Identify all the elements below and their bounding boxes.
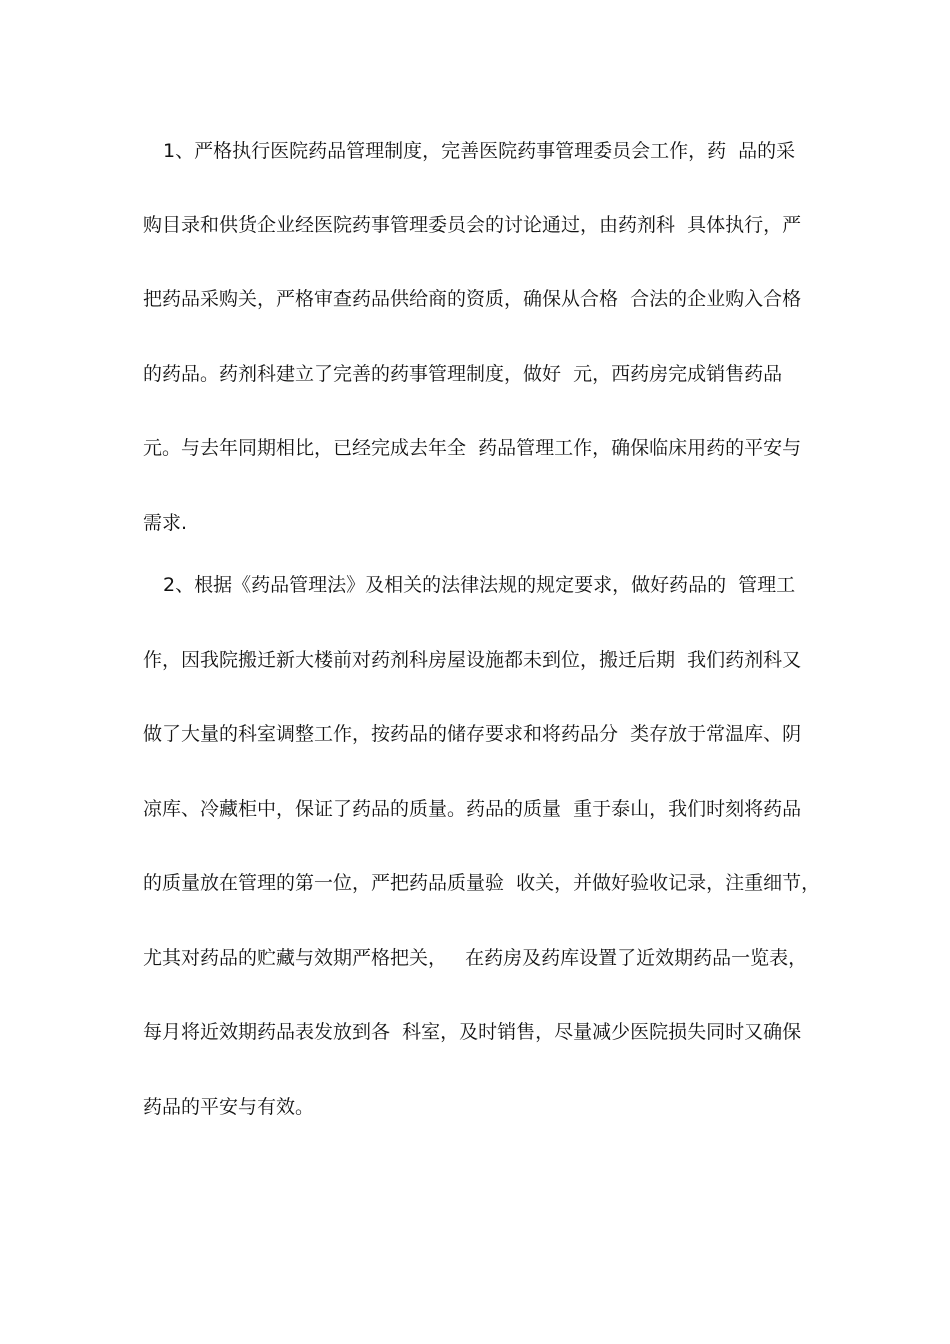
text-line: 的药品。药剂科建立了完善的药事管理制度，做好 元，西药房完成销售药品 <box>143 363 783 385</box>
text-line: 需求. <box>143 512 188 534</box>
text-line: 凉库、冷藏柜中，保证了药品的质量。药品的质量 重于泰山，我们时刻将药品 <box>143 798 802 820</box>
text-line: 尤其对药品的贮藏与效期严格把关， 在药房及药库设置了近效期药品一览表， <box>143 947 808 969</box>
text-line: 每月将近效期药品表发放到各 科室，及时销售，尽量减少医院损失同时又确保 <box>143 1021 802 1043</box>
text-line: 1、严格执行医院药品管理制度，完善医院药事管理委员会工作，药 品的采 <box>163 140 796 162</box>
text-line: 元。与去年同期相比，已经完成去年全 药品管理工作，确保临床用药的平安与 <box>143 437 802 459</box>
text-line: 把药品采购关，严格审查药品供给商的资质，确保从合格 合法的企业购入合格 <box>143 288 802 310</box>
text-line: 作，因我院搬迁新大楼前对药剂科房屋设施都未到位，搬迁后期 我们药剂科又 <box>143 649 802 671</box>
text-line: 药品的平安与有效。 <box>143 1096 315 1118</box>
text-line: 购目录和供货企业经医院药事管理委员会的讨论通过，由药剂科 具体执行，严 <box>143 214 802 236</box>
text-line: 的质量放在管理的第一位，严把药品质量验 收关，并做好验收记录，注重细节， <box>143 872 821 894</box>
text-line: 2、根据《药品管理法》及相关的法律法规的规定要求，做好药品的 管理工 <box>163 574 796 596</box>
text-line: 做了大量的科室调整工作，按药品的储存要求和将药品分 类存放于常温库、阴 <box>143 723 802 745</box>
